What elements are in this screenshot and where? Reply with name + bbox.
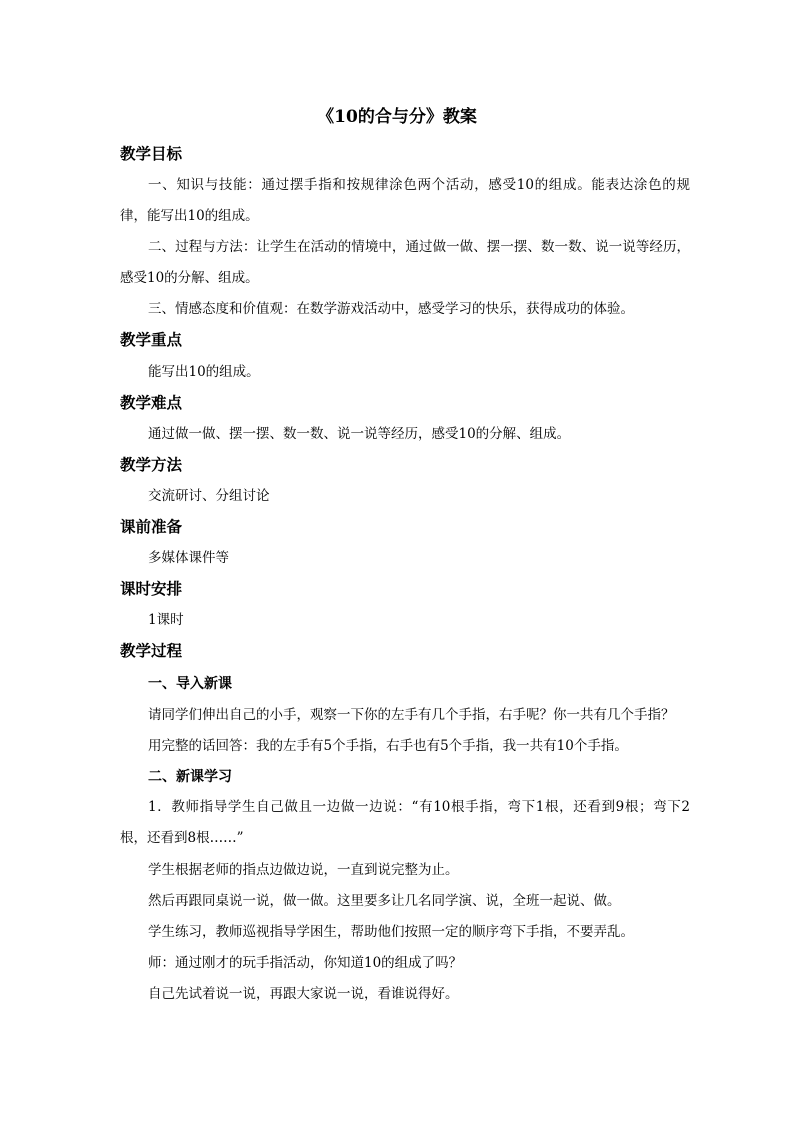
new-lesson-line-5: 自己先试着说一说，再跟大家说一说，看谁说得好。: [148, 986, 459, 1002]
new-lesson-line-4: 师：通过刚才的玩手指活动，你知道10的组成了吗？: [148, 955, 463, 971]
introduction-line-2: 用完整的话回答：我的左手有5个手指，右手也有5个手指，我一共有10个手指。: [148, 738, 628, 754]
subheading-introduction: 一、导入新课: [148, 676, 232, 692]
subheading-new-lesson: 二、新课学习: [148, 769, 232, 785]
goals-paragraph-2: 二、过程与方法：让学生在活动的情境中，通过做一做、摆一摆、数一数、说一说等经历，感受10的分解、组成。: [120, 239, 690, 286]
heading-process: 教学过程: [120, 641, 183, 660]
heading-preparation: 课前准备: [120, 517, 183, 536]
goals-paragraph-1: 一、知识与技能：通过摆手指和按规律涂色两个活动，感受10的组成。能表达涂色的规律，能写出10的组成。: [120, 177, 690, 224]
document-title: 《10的合与分》教案: [317, 107, 477, 127]
new-lesson-line-2: 然后再跟同桌说一说，做一做。这里要多让几名同学演、说，全班一起说、做。: [148, 893, 621, 909]
methods-text: 交流研讨、分组讨论: [148, 488, 270, 504]
heading-difficulties: 教学难点: [120, 393, 183, 412]
new-lesson-paragraph-1: 1．教师指导学生自己做且一边做一边说：“有10根手指，弯下1根，还看到9根；弯下2根，还看到8根……”: [120, 799, 690, 846]
heading-key-points: 教学重点: [120, 330, 183, 349]
heading-teaching-goals: 教学目标: [120, 144, 183, 163]
difficulties-text: 通过做一做、摆一摆、数一数、说一说等经历，感受10的分解、组成。: [148, 426, 571, 442]
heading-methods: 教学方法: [120, 455, 183, 474]
key-points-text: 能写出10的组成。: [148, 364, 260, 380]
schedule-text: 1课时: [148, 612, 184, 628]
new-lesson-line-3: 学生练习，教师巡视指导学困生，帮助他们按照一定的顺序弯下手指，不要弄乱。: [148, 924, 634, 940]
heading-schedule: 课时安排: [120, 579, 183, 598]
introduction-line-1: 请同学们伸出自己的小手，观察一下你的左手有几个手指，右手呢？你一共有几个手指？: [148, 707, 675, 723]
goals-paragraph-3: 三、情感态度和价值观：在数学游戏活动中，感受学习的快乐，获得成功的体验。: [148, 301, 634, 317]
new-lesson-line-1: 学生根据老师的指点边做边说，一直到说完整为止。: [148, 862, 459, 878]
preparation-text: 多媒体课件等: [148, 550, 229, 566]
